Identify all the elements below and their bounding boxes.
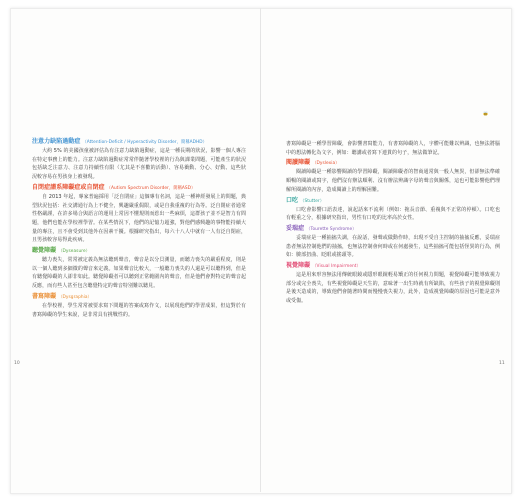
- paragraph-visual: 這是用來形容無法用傳統眼鏡或隱形眼鏡輕易矯正的任何視力問題，視覺障礙可能導致視力部分或完全喪失，有些視覺障礙是天生的，意味著一出生時就有所缺陷，有些孩子的視覺障礙則是後天造成的，導致他們會隨著時間而慢慢喪失視力，此外，造成視覺障礙的原因也可能是意外或受傷。: [286, 272, 500, 305]
- heading-adhd: [32, 137, 246, 147]
- paragraph-hearing: 聽力喪失，常常被定義為無法聽到聲音，聲音是以分貝測量，而聽力喪失的嚴重程度，則是以一個人聽到多細微的聲音來定義。如果聲音比較大，一般聽力喪失的人還是可以聽得到，但是有聽覺障礙的人卻非如此。聽覺障礙者可以聽到正常範圍內的聲音，但是他們會對特定的聲音起反應，而有些人甚至包含聽覺特定的聲音特別難以聽見。: [32, 257, 246, 290]
- bee-icon: [482, 111, 489, 116]
- heading-dysgraphia-title: 書寫障礙: [32, 292, 57, 300]
- heading-hearing-en: （Dyseasure）: [58, 249, 90, 255]
- paragraph-tourette: 妥瑞症是一種抽搐失調，在說話，發聲或做動作時，出現不受自主控制的抽搐反應，妥瑞症患者無法控制他們的抽搐，也無法控制會何時或在何處發生，這些抽搐可能包括怪異的行為，例如：臉部扭曲、眨眼或搖頭等。: [286, 234, 500, 259]
- heading-tourette-en: （Tourette Syndrome）: [306, 226, 357, 232]
- heading-hearing: [32, 246, 246, 256]
- paragraph-dysgraphia: 在學校裡，學生常常被要求寫下問題的答案或寫作文，以展現他們的學習成果，但這對於有書寫障礙的學生來說，是非常具有挑戰性的。: [32, 302, 246, 318]
- paragraph-stutter: 口吃會影響口語表達，說起話來不流利（例如：拖長音節、重複與不正常的停頓）。口吃也有輕重之分，根據研究指出，男性有口吃的比率高於女性。: [286, 206, 500, 222]
- section-hearing: [32, 246, 246, 291]
- heading-dyslexia: [286, 158, 500, 168]
- section-dysgraphia: [32, 292, 246, 319]
- heading-tourette: [286, 224, 500, 234]
- book-gutter: [260, 8, 261, 492]
- right-page-column: [286, 140, 500, 306]
- heading-autism-en: （Autism Spectrum Disorder，簡稱ASD）: [106, 185, 196, 191]
- heading-visual-en: （Visual Impairment）: [312, 264, 361, 270]
- heading-stutter-en: （Stutter）: [300, 198, 325, 204]
- heading-autism-title: 自閉症譜系障礙症或自閉症: [32, 183, 105, 191]
- heading-dyslexia-title: 閱讀障礙: [286, 159, 311, 167]
- paragraph-autism: 自 2013 年起，專家普遍採用「泛自閉症」這個專有名詞，這是一種神經發展上的問題，典型狀況包括：社交溝通行為上不健全，興趣嚴重侷限，或是自我重複的行為等。泛自閉症者通常性格嚴謹，在許多場合與語言的運用上常因不懂規則而惹出一些麻煩，這群孩子並不是智力有問題，他們也能在學校裡學習。在某些情況下，他們的記憶力超強，對他們感興趣的事物能持續大量的專注，且不會受到其他外在因素干擾。根據研究指出，每六十八人中就有一人有泛自閉症，且男孩較容易得此疾病。: [32, 193, 246, 244]
- heading-stutter: [286, 196, 500, 206]
- heading-adhd-en: （Attention-Deficit / Hyperactivity Disorder，簡稱ADHD）: [82, 140, 208, 145]
- heading-dysgraphia: [32, 292, 246, 302]
- heading-autism: [32, 183, 246, 193]
- heading-visual-title: 視覺障礙: [286, 262, 311, 270]
- heading-dysgraphia-en: （Dysgraphia）: [58, 294, 92, 300]
- heading-tourette-title: 妥瑞症: [286, 224, 305, 232]
- section-dyslexia: [286, 158, 500, 194]
- left-page-column: [32, 136, 246, 319]
- page-number-right: 11: [499, 361, 505, 366]
- paragraph-dysgraphia-continued: 書寫障礙是一種學習障礙，會影響書寫能力，有書寫障礙的人，字體可能難以辨識，也無法將腦中的想法轉化為文字，例如：聽講或者寫下連貫的句子，無法做筆記。: [286, 141, 500, 156]
- heading-visual: [286, 261, 500, 271]
- section-autism: [32, 183, 246, 245]
- paragraph-adhd: 大約 5% 的美國孩童被評估為有注意力缺陷過動症，這是一種長期的狀況，影響一個人專注在特定事務上的能力。注意力缺陷過動症常常伴隨著學校裡的行為與課業問題，可能產生的狀況包括缺乏注意力、注意力持續性有限（尤其是不喜歡的活動）、容易衝動、分心、好動、這些狀況較容易在男孩身上被發現。: [32, 148, 246, 181]
- page-number-left: 10: [14, 361, 20, 366]
- section-stutter: [286, 196, 500, 223]
- heading-hearing-title: 聽覺障礙: [32, 247, 57, 255]
- heading-stutter-title: 口吃: [286, 196, 299, 204]
- heading-dyslexia-en: （Dyslexia）: [312, 161, 340, 167]
- section-adhd: [32, 137, 246, 182]
- heading-adhd-title: 注意力缺陷過動症: [32, 138, 81, 145]
- section-tourette: [286, 224, 500, 260]
- section-visual: [286, 261, 500, 306]
- paragraph-dyslexia: 閱讀障礙是一種影響閱讀的學習障礙，閱讀障礙者的智商通常與一般人無異，但卻無法準確順暢的閱讀或寫字，他們沒有辦法順利、沒有辦法辨識字母的聲音與關係，這也可能影響他們理解所閱讀的內容，造成閱讀上的理解困難。: [286, 169, 500, 193]
